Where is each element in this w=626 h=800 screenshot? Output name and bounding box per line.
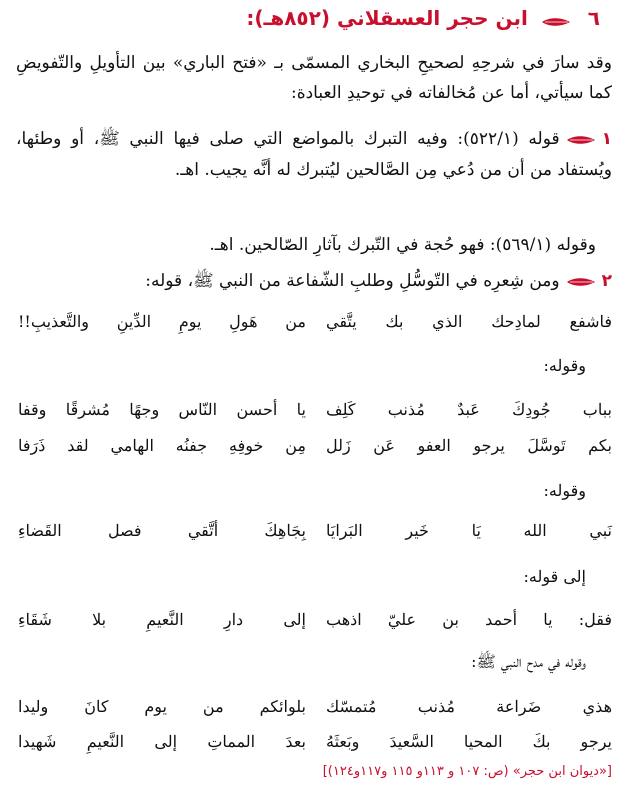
verse-second-hemistich: يا أحسن النّاس وجهًا مُشرقًا وقفا: [18, 400, 306, 419]
verse-first-hemistich: فاشفع لمادِحك الذي بك يتَّقي: [326, 312, 612, 331]
verse-first-hemistich: يرجو بكَ المحيا السَّعيدَ وبَعثَهُ: [326, 732, 612, 751]
verse-line: [18, 606, 612, 634]
verse-intro: إلى قوله:: [523, 567, 586, 586]
verse-second-hemistich: بلوائكم من يوم كانَ وليدا: [18, 697, 306, 716]
verse-intro: وقوله في مدح النبي ﷺ:: [471, 652, 586, 671]
verse-line: [18, 693, 612, 721]
intro-paragraph: وقد سارَ في شرحِهِ لصحيحِ البخاري المسمّى بـ «فتح الباري» بين التأويلِ والتّفويضِ كما سيأتي، أما عن مُخالفاته في توحيدِ العبادة:: [16, 53, 612, 103]
point-two: [16, 266, 612, 297]
point-one: [16, 124, 612, 185]
point-two-number: ٢: [601, 271, 612, 291]
verse-intro: وقوله:: [543, 481, 586, 500]
point-one-number: ١: [601, 129, 612, 149]
verse-second-hemistich: من هَولِ يومِ الدِّينِ والتَّعذيبِ!!: [18, 312, 306, 331]
verse-first-hemistich: بباب جُودِكَ عَبدٌ مُذنب كَلِف: [326, 400, 612, 419]
section-number: ٦: [587, 6, 600, 30]
verse-intro: وقوله:: [543, 356, 586, 375]
point-one-extra: وقوله (٥٦٩/١): فهو حُجة في التّبرك بآثارِ الصّالحين. اهـ.: [209, 235, 596, 255]
verse-line: [18, 517, 612, 545]
verse-first-hemistich: فقل: يا أحمد بن عليّ اذهب: [326, 610, 612, 629]
quill-ornament-icon: [566, 267, 596, 297]
verse-first-hemistich: بكم تَوسَّلَ يرجو العفو عَن زَلل: [326, 436, 612, 455]
quill-ornament-icon: [566, 125, 596, 155]
verse-first-hemistich: هذي ضَراعة مُذنب مُتمسّك: [326, 697, 612, 716]
verse-second-hemistich: بِجَاهِكَ أتَّقي فصل القَضاءِ: [18, 521, 306, 540]
point-one-text: قوله (٥٢٢/١): وفيه التبرك بالمواضع التي صلى فيها النبي ﷺ، أو وطئها، ويُستفاد من أن من دُعي مِن الصَّالحين ليُتبرك له أنَّه يجيب. اهـ.: [16, 129, 612, 180]
verse-second-hemistich: إلى دارِ النَّعيمِ بلا شَقَاءِ: [18, 610, 306, 629]
source-footnote: [«ديوان ابن حجر» (ص: ١٠٧ و ١١٣و ١١٥ و١١٧و١٢٤)]: [322, 764, 612, 779]
verse-line: [18, 308, 612, 336]
verse-second-hemistich: مِن خوفِهِ جفنُه الهامي لقد ذَرَفا: [18, 436, 306, 455]
quill-ornament-icon: [541, 8, 571, 32]
verse-line: [18, 432, 612, 460]
verse-second-hemistich: بعدَ المماتِ إلى النَّعيمِ شَهيدا: [18, 732, 306, 751]
verse-line: [18, 728, 612, 756]
verse-first-hemistich: نَبي الله يَا خَير البَرايَا: [326, 521, 612, 540]
section-title: ابن حجر العسقلاني (٨٥٢هـ):: [246, 6, 528, 30]
verse-line: [18, 396, 612, 424]
point-two-text: ومن شِعرِه في التّوسُّلِ وطلبِ الشّفاعة من النبي ﷺ، قوله:: [145, 271, 560, 291]
section-heading: [20, 6, 600, 32]
